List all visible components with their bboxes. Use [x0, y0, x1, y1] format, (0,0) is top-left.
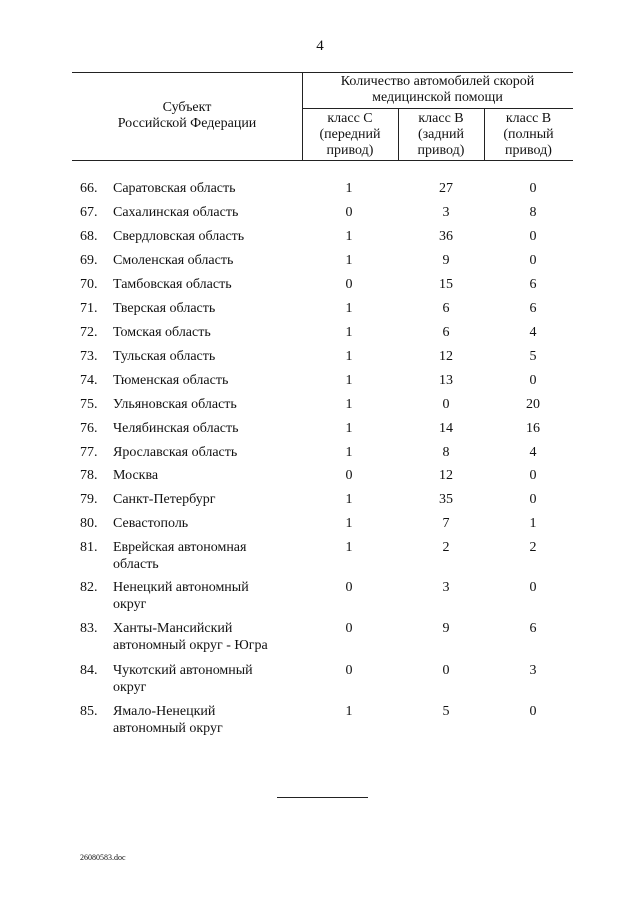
region-name: Ненецкий автономный округ — [113, 580, 249, 612]
region-name: Чукотский автономный округ — [113, 663, 253, 695]
row-number: 73. — [80, 349, 98, 364]
class-b-rear-count: 0 — [442, 397, 450, 412]
row-number: 84. — [80, 663, 98, 678]
row-number: 83. — [80, 621, 98, 636]
row-number: 85. — [80, 704, 98, 719]
region-name: Томская область — [113, 325, 211, 340]
region-name: Сахалинская область — [113, 205, 239, 220]
class-b-full-count: 0 — [529, 373, 537, 388]
region-name: Москва — [113, 468, 159, 483]
class-b-full-count: 16 — [526, 421, 540, 436]
class-b-full-count: 8 — [529, 205, 537, 220]
region-name: Тульская область — [113, 349, 216, 364]
class-b-rear-count: 3 — [442, 205, 450, 220]
class-c-front-count: 1 — [345, 516, 353, 531]
row-number: 74. — [80, 373, 98, 388]
class-b-full-count: 2 — [529, 540, 537, 555]
class-c-front-count: 0 — [345, 205, 353, 220]
class-c-front-count: 1 — [345, 445, 353, 460]
table-top-rule — [72, 72, 573, 73]
class-c-front-count: 1 — [345, 229, 353, 244]
class-c-front-column-header: класс С (передний привод) — [319, 111, 381, 158]
class-b-full-count: 1 — [529, 516, 537, 531]
class-c-front-count: 1 — [345, 181, 353, 196]
region-name: Еврейская автономная область — [113, 540, 247, 572]
class-c-front-count: 1 — [345, 704, 353, 719]
end-rule — [277, 797, 368, 798]
class-c-front-count: 1 — [345, 540, 353, 555]
class-c-front-count: 1 — [345, 325, 353, 340]
class-b-rear-count: 2 — [442, 540, 450, 555]
class-b-rear-count: 3 — [442, 580, 450, 595]
class-b-full-count: 3 — [529, 663, 537, 678]
class-c-front-count: 1 — [345, 421, 353, 436]
header-group-rule — [302, 108, 573, 109]
class-b-rear-column-header: класс В (задний привод) — [417, 111, 465, 158]
row-number: 79. — [80, 492, 98, 507]
region-name: Ярославская область — [113, 445, 238, 460]
region-name: Ямало-Ненецкий автономный округ — [113, 704, 223, 736]
class-b-rear-count: 5 — [442, 704, 450, 719]
class-b-rear-count: 13 — [439, 373, 453, 388]
region-name: Севастополь — [113, 516, 189, 531]
class-b-full-count: 6 — [529, 621, 537, 636]
region-name: Ульяновская область — [113, 397, 237, 412]
region-name: Санкт-Петербург — [113, 492, 216, 507]
region-name: Тверская область — [113, 301, 216, 316]
page-number: 4 — [316, 38, 324, 54]
class-b-full-count: 4 — [529, 325, 537, 340]
row-number: 81. — [80, 540, 98, 555]
row-number: 76. — [80, 421, 98, 436]
class-b-rear-count: 9 — [442, 253, 450, 268]
vehicle-count-group-header: Количество автомобилей скорой медицинской помощи — [340, 74, 535, 105]
class-b-full-count: 0 — [529, 468, 537, 483]
row-number: 72. — [80, 325, 98, 340]
class-b-rear-count: 6 — [442, 301, 450, 316]
subject-column-header: Субъект Российской Федерации — [117, 100, 257, 131]
row-number: 70. — [80, 277, 98, 292]
row-number: 68. — [80, 229, 98, 244]
class-b-rear-count: 12 — [439, 349, 453, 364]
row-number: 82. — [80, 580, 98, 595]
region-name: Смоленская область — [113, 253, 234, 268]
class-b-full-count: 0 — [529, 580, 537, 595]
class-c-front-count: 0 — [345, 468, 353, 483]
row-number: 77. — [80, 445, 98, 460]
region-name: Свердловская область — [113, 229, 245, 244]
row-number: 66. — [80, 181, 98, 196]
class-b-rear-count: 14 — [439, 421, 453, 436]
class-c-front-count: 1 — [345, 492, 353, 507]
class-c-front-count: 1 — [345, 397, 353, 412]
class-c-front-count: 0 — [345, 580, 353, 595]
region-name: Ханты-Мансийский автономный округ - Югра — [113, 621, 268, 653]
region-name: Челябинская область — [113, 421, 239, 436]
class-b-rear-count: 36 — [439, 229, 453, 244]
row-number: 69. — [80, 253, 98, 268]
class-b-full-count: 0 — [529, 181, 537, 196]
header-bottom-rule — [72, 160, 573, 161]
class-b-full-count: 5 — [529, 349, 537, 364]
row-number: 80. — [80, 516, 98, 531]
region-name: Тамбовская область — [113, 277, 232, 292]
class-c-front-count: 0 — [345, 663, 353, 678]
class-c-front-count: 1 — [345, 349, 353, 364]
footer-filename: 26080583.doc — [80, 853, 126, 862]
class-b-full-count: 0 — [529, 492, 537, 507]
row-number: 75. — [80, 397, 98, 412]
class-b-full-column-header: класс В (полный привод) — [503, 111, 554, 158]
class-b-rear-count: 15 — [439, 277, 453, 292]
class-b-full-count: 4 — [529, 445, 537, 460]
class-c-front-count: 0 — [345, 621, 353, 636]
class-b-full-count: 6 — [529, 301, 537, 316]
class-b-full-count: 6 — [529, 277, 537, 292]
region-name: Саратовская область — [113, 181, 236, 196]
class-b-rear-count: 6 — [442, 325, 450, 340]
row-number: 67. — [80, 205, 98, 220]
row-number: 71. — [80, 301, 98, 316]
class-b-rear-count: 0 — [442, 663, 450, 678]
class-c-front-count: 1 — [345, 301, 353, 316]
class-b-full-count: 0 — [529, 253, 537, 268]
class-b-full-count: 0 — [529, 704, 537, 719]
region-name: Тюменская область — [113, 373, 229, 388]
row-number: 78. — [80, 468, 98, 483]
class-c-front-count: 0 — [345, 277, 353, 292]
class-b-full-count: 0 — [529, 229, 537, 244]
class-b-full-count: 20 — [526, 397, 540, 412]
class-b-rear-count: 35 — [439, 492, 453, 507]
class-c-front-count: 1 — [345, 253, 353, 268]
class-b-rear-count: 12 — [439, 468, 453, 483]
class-c-front-count: 1 — [345, 373, 353, 388]
class-b-rear-count: 7 — [442, 516, 450, 531]
class-b-rear-count: 9 — [442, 621, 450, 636]
class-b-rear-count: 27 — [439, 181, 453, 196]
class-b-rear-count: 8 — [442, 445, 450, 460]
